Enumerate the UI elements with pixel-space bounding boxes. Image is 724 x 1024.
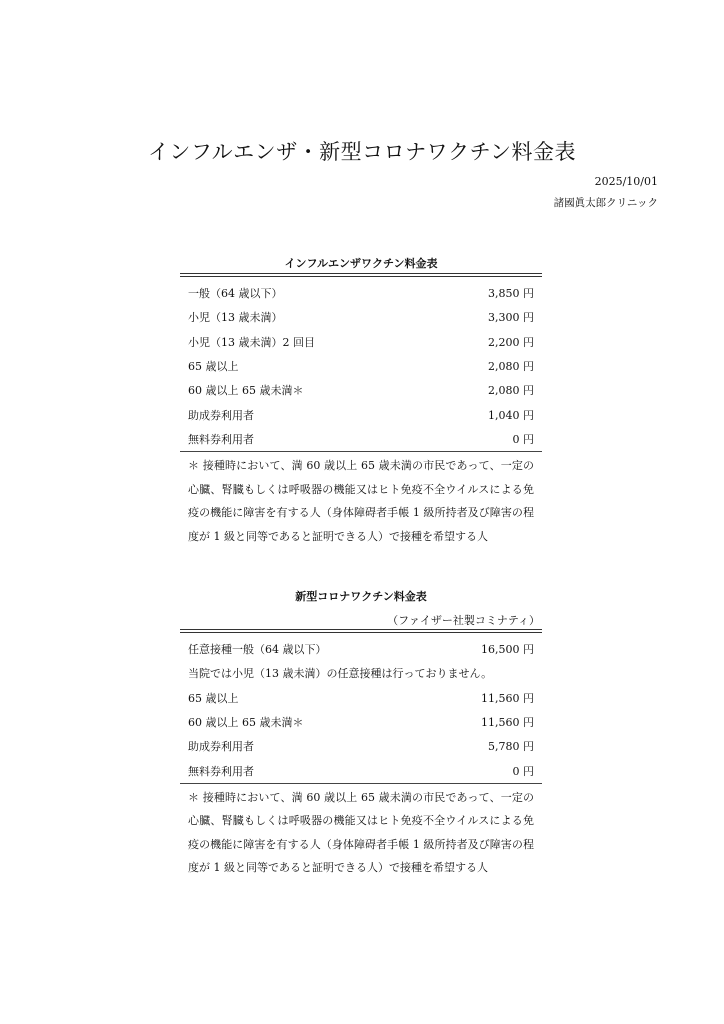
table-row (180, 686, 542, 710)
covid-vaccine-maker-note: （ファイザー社製コミナティ） (387, 614, 540, 627)
table-row (180, 637, 542, 661)
table-row (180, 402, 542, 426)
influenza-footnote: ＊ 接種時において、満 60 歳以上 65 歳未満の市民であって、一定の心臓、腎臓もしくは呼吸器の機能又はヒト免疫不全ウイルスによる免疫の機能に障害を有する人（身体障碍者手帳 1 級所持者及び障害の程度が 1 級と同等であると証明できる人）で接種を希望する人 (188, 459, 534, 543)
row-label: 65 歳以上 (188, 360, 239, 374)
row-label: 60 歳以上 65 歳未満＊ (188, 384, 304, 398)
row-label: 小児（13 歳未満）2 回目 (188, 335, 315, 349)
table-row (180, 734, 542, 758)
table-row (180, 281, 542, 305)
document-title: インフルエンザ・新型コロナワクチン料金表 (147, 140, 577, 164)
row-price: 1,040 円 (488, 408, 534, 422)
table-row (180, 354, 542, 378)
row-label: 助成券利用者 (188, 408, 254, 422)
table-row (180, 710, 542, 734)
table-row (180, 378, 542, 402)
row-price: 11,560 円 (481, 691, 534, 705)
row-price: 11,560 円 (481, 716, 534, 730)
row-price: 3,850 円 (488, 287, 534, 301)
table-row (180, 427, 542, 451)
table-row (180, 305, 542, 329)
clinic-name: 諸國眞太郎クリニック (553, 197, 658, 209)
table-row (180, 758, 542, 782)
influenza-price-table (180, 273, 542, 548)
covid-table-title: 新型コロナワクチン料金表 (295, 590, 427, 603)
row-label: 任意接種一般（64 歳以下） (188, 643, 327, 657)
row-price: 2,080 円 (488, 384, 534, 398)
row-price: 5,780 円 (488, 740, 534, 754)
row-label: 無料券利用者 (188, 432, 254, 446)
row-label: 一般（64 歳以下） (188, 287, 283, 301)
covid-price-table (180, 629, 542, 880)
row-label: 小児（13 歳未満） (188, 311, 283, 325)
row-label: 助成券利用者 (188, 740, 254, 754)
covid-pediatric-notice: 当院では小児（13 歳未満）の任意接種は行っておりません。 (188, 667, 493, 681)
row-price: 2,080 円 (488, 360, 534, 374)
row-label: 無料券利用者 (188, 764, 254, 778)
document-date: 2025/10/01 (594, 175, 658, 188)
row-price: 0 円 (512, 432, 534, 446)
table-row (180, 330, 542, 354)
row-price: 0 円 (512, 764, 534, 778)
row-price: 3,300 円 (488, 311, 534, 325)
influenza-table-title: インフルエンザワクチン料金表 (284, 257, 438, 270)
row-price: 2,200 円 (488, 335, 534, 349)
row-label: 65 歳以上 (188, 691, 239, 705)
covid-footnote: ＊ 接種時において、満 60 歳以上 65 歳未満の市民であって、一定の心臓、腎臓もしくは呼吸器の機能又はヒト免疫不全ウイルスによる免疫の機能に障害を有する人（身体障碍者手帳 1 級所持者及び障害の程度が 1 級と同等であると証明できる人）で接種を希望する人 (188, 790, 534, 875)
row-price: 16,500 円 (481, 643, 534, 657)
row-label: 60 歳以上 65 歳未満＊ (188, 716, 304, 730)
